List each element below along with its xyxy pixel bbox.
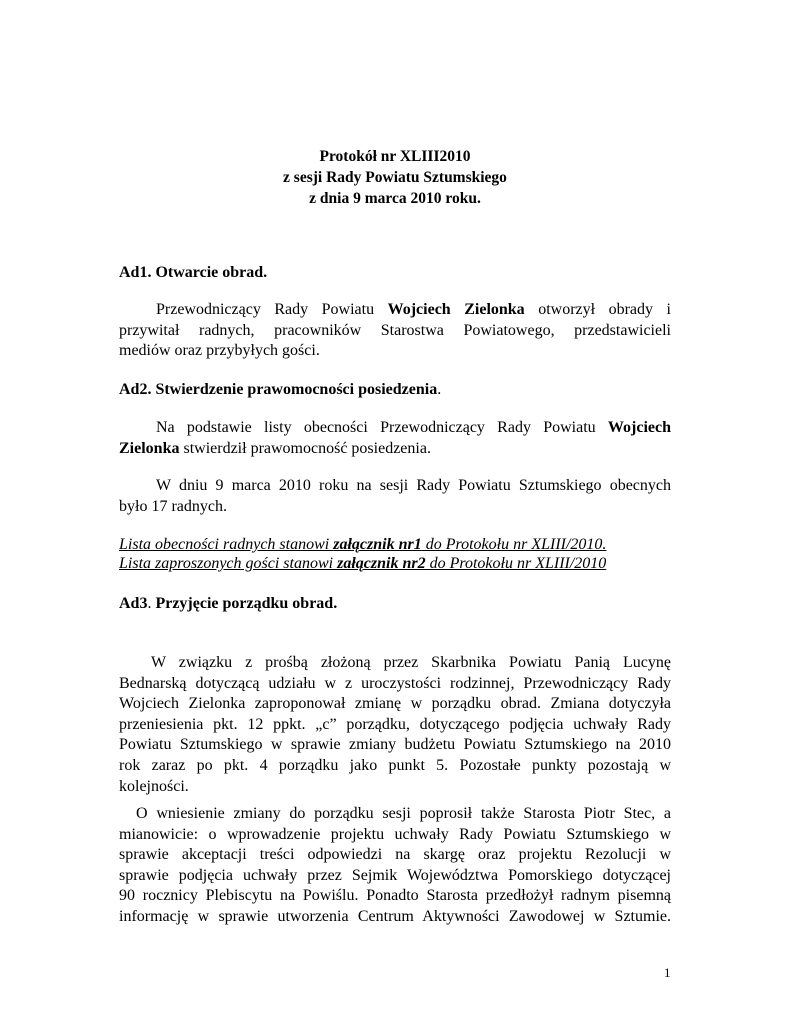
text-span: Lista zaproszonych gości stanowi [119,555,338,572]
text-span: do Protokołu nr XLIII/2010. [421,536,607,553]
section-heading-ad2 [119,380,671,400]
section-heading-ad1: Ad1. Otwarcie obrad. [119,264,268,281]
heading-text: Ad2. Stwierdzenie prawomocności posiedzenia [119,381,438,398]
paragraph-line: mianowicie: o wprowadzenie projektu uchwały Rady Powiatu Sztumskiego w [119,825,671,843]
paragraph-line: 90 rocznicy Plebiscytu na Powiślu. Ponadto Starosta przedłożył radnym pisemną [119,887,671,905]
section-heading-ad3 [119,594,671,614]
paragraph-line: Wojciech Zielonka zaproponował zmianę w porządku obrad. Zmiana dotyczyła [119,695,671,713]
paragraph-line: sprawie podjęcia uchwały przez Sejmik Województwa Pomorskiego dotyczącej [119,866,671,884]
paragraph-line [119,300,671,321]
paragraph-line: mediów oraz przybyłych gości. [119,342,320,360]
paragraph-line: W związku z prośbą złożoną przez Skarbnika Powiatu Panią Lucynę [151,654,671,671]
paragraph-line: Bednarską dotyczącą udziału w z uroczystości rodzinnej, Przewodniczący Rady [119,674,671,692]
paragraph-line: kolejności. [119,777,189,795]
document-title [119,146,671,209]
text-span: do Protokołu nr XLIII/2010 [425,555,607,572]
paragraph-line [119,439,671,460]
ad1-paragraph [119,300,671,362]
paragraph-line: W dniu 9 marca 2010 roku na sesji Rady Powiatu Sztumskiego obecnych [156,477,671,494]
text-span: stwierdził prawomocność posiedzenia. [179,439,431,457]
paragraph-line: przywitał radnych, pracowników Starostwa Powiatowego, przedstawicieli [119,321,671,339]
paragraph-line: było 17 radnych. [119,497,227,515]
heading-dot: . [147,595,156,612]
paragraph-line: Powiatu Sztumskiego w sprawie zmiany budżetu Powiatu Sztumskiego na 2010 [119,736,671,754]
paragraph-line: sprawie akceptacji treści odpowiedzi na skargę oraz projektu Rezolucji w [119,846,671,864]
attachment-ref: załącznik nr2 [337,555,426,572]
paragraph-line: przeniesienia pkt. 12 ppkt. „c” porządku, dotyczącego podjęcia uchwały Rady [119,715,671,733]
title-line-2: z sesji Rady Powiatu Sztumskiego [283,169,507,186]
attachment-ref: załącznik nr1 [333,536,422,553]
document-page [119,0,671,1024]
paragraph-line [119,418,671,439]
chairman-surname: Zielonka [119,439,180,457]
text-span: otworzył obrady i [524,301,671,318]
ad3-paragraph-2 [119,804,671,928]
title-line-1: Protokół nr XLIII2010 [319,148,471,165]
heading-text: Przyjęcie porządku obrad. [155,595,338,612]
attachment-note-1 [119,535,671,555]
ad2-paragraph-1 [119,418,671,459]
paragraph-line: rok zaraz po pkt. 4 porządku jako punkt 5. Pozostałe punkty pozostają w [119,756,671,774]
paragraph-line: informację w sprawie utworzenia Centrum Aktywności Zawodowej w Sztumie. [119,907,671,925]
heading-dot: . [437,381,442,398]
chairman-name: Wojciech [607,419,671,436]
text-span: Lista obecności radnych stanowi [119,536,334,553]
ad3-paragraph-1 [119,653,671,797]
text-span: Przewodniczący Rady Powiatu [156,301,388,318]
heading-number: Ad3 [119,595,148,612]
title-line-3: z dnia 9 marca 2010 roku. [309,190,481,207]
text-span: Na podstawie listy obecności Przewodniczący Rady Powiatu [156,419,608,436]
paragraph-line: O wniesienie zmiany do porządku sesji poprosił także Starosta Piotr Stec, a [136,805,671,822]
ad2-paragraph-2 [119,476,671,517]
attachment-note-2 [119,554,671,574]
chairman-name: Wojciech Zielonka [387,301,525,318]
page-number: 1 [664,965,671,980]
